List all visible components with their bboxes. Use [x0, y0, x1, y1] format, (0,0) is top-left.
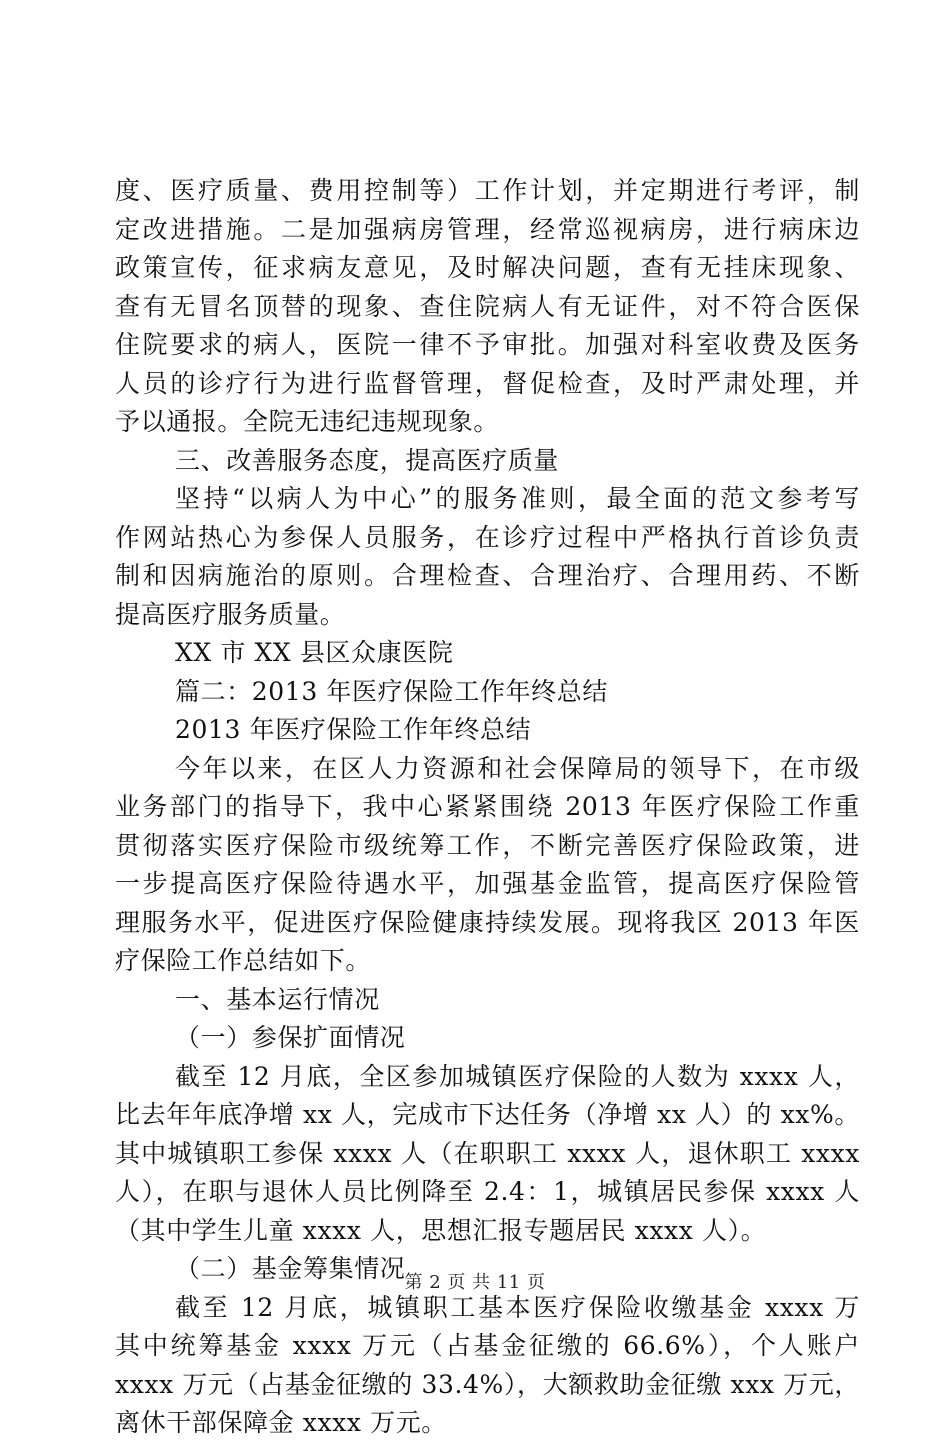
text-line: 2013 年医疗保险工作年终总结: [175, 715, 532, 744]
text-line: 比去年年底净增 xx 人，完成市下达任务（净增 xx 人）的 xx%。: [115, 1100, 860, 1129]
text-line: 政策宣传，征求病友意见，及时解决问题，查有无挂床现象、: [115, 253, 860, 282]
text-line: 一、基本运行情况: [175, 984, 380, 1014]
text-line: 度、医疗质量、费用控制等）工作计划，并定期进行考评，制: [115, 176, 860, 205]
text-line: 截至 12 月底，城镇职工基本医疗保险收缴基金 xxxx 万: [175, 1292, 860, 1322]
text-line: 业务部门的指导下，我中心紧紧围绕 2013 年医疗保险工作重: [115, 792, 860, 821]
text-line: 制和因病施治的原则。合理检查、合理治疗、合理用药、不断: [115, 561, 860, 590]
text-line: 疗保险工作总结如下。: [115, 946, 372, 975]
text-line: （其中学生儿童 xxxx 人，思想汇报专题居民 xxxx 人）。: [115, 1215, 767, 1245]
document-body: [115, 172, 860, 1443]
text-line: 离休干部保障金 xxxx 万元。: [115, 1408, 447, 1437]
text-line: XX 市 XX 县区众康医院: [175, 638, 454, 667]
text-line: （二）基金筹集情况: [175, 1254, 406, 1283]
text-line: 坚持“以病人为中心”的服务准则，最全面的范文参考写: [175, 484, 860, 513]
text-line: 其中统筹基金 xxxx 万元（占基金征缴的 66.6%），个人账户: [115, 1331, 860, 1360]
text-line: 人员的诊疗行为进行监督管理，督促检查，及时严肃处理，并: [115, 368, 860, 398]
text-line: 人），在职与退休人员比例降至 2.4：1，城镇居民参保 xxxx 人: [115, 1177, 860, 1206]
text-line: 住院要求的病人，医院一律不予审批。加强对科室收费及医务: [115, 330, 860, 359]
text-line: 予以通报。全院无违纪违规现象。: [115, 407, 500, 436]
text-line: 理服务水平，促进医疗保险健康持续发展。现将我区 2013 年医: [115, 907, 860, 937]
text-line: （一）参保扩面情况: [175, 1023, 406, 1052]
text-line: 截至 12 月底，全区参加城镇医疗保险的人数为 xxxx 人，: [175, 1061, 860, 1091]
text-line: 其中城镇职工参保 xxxx 人（在职职工 xxxx 人，退休职工 xxxx: [115, 1138, 860, 1168]
text-line: 一步提高医疗保险待遇水平，加强基金监管，提高医疗保险管: [115, 869, 860, 898]
text-line: 篇二：2013 年医疗保险工作年终总结: [175, 676, 608, 706]
text-line: 三、改善服务态度，提高医疗质量: [175, 445, 560, 475]
text-line: 定改进措施。二是加强病房管理，经常巡视病房，进行病床边: [115, 214, 860, 244]
text-line: 贯彻落实医疗保险市级统筹工作，不断完善医疗保险政策，进: [115, 830, 860, 860]
text-line: 今年以来，在区人力资源和社会保障局的领导下，在市级: [175, 753, 860, 783]
page-footer: 第 2 页 共 11 页: [404, 1272, 546, 1293]
text-line: 提高医疗服务质量。: [115, 599, 346, 629]
text-line: 作网站热心为参保人员服务，在诊疗过程中严格执行首诊负责: [115, 522, 860, 552]
text-line: xxxx 万元（占基金征缴的 33.4%），大额救助金征缴 xxx 万元，: [115, 1369, 860, 1399]
text-line: 查有无冒名顶替的现象、查住院病人有无证件，对不符合医保: [115, 291, 860, 321]
